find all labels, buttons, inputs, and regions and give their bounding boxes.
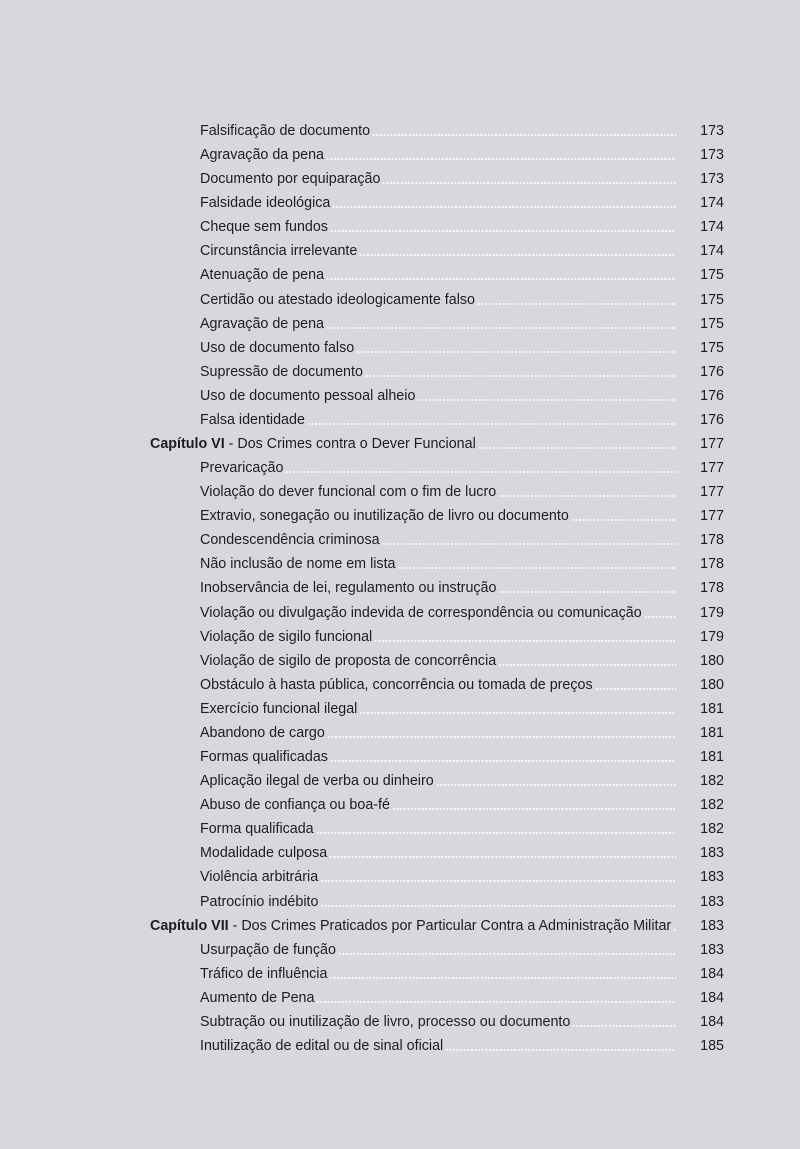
toc-entry-text: Falsidade ideológica [200, 195, 331, 212]
toc-page-number: 177 [700, 436, 724, 453]
toc-entry-title [150, 432, 676, 456]
toc-entry-label [200, 625, 374, 649]
toc-page-number: 180 [700, 676, 724, 693]
toc-entry-text: Prevaricação [200, 460, 284, 477]
toc-page-number: 180 [700, 652, 724, 669]
toc-entry-text: Violação do dever funcional com o fim de lucro [200, 484, 497, 501]
dot-leader [365, 375, 676, 377]
dot-leader [392, 808, 676, 810]
toc-entry-title [200, 143, 676, 167]
dot-leader [326, 158, 676, 160]
toc-entry-label [200, 143, 326, 167]
toc-entry-label [200, 793, 392, 817]
toc-entry[interactable] [0, 239, 800, 263]
toc-entry-title [200, 697, 676, 721]
toc-entry-text: Violação de sigilo funcional [200, 628, 373, 645]
toc-page-number: 176 [700, 363, 724, 380]
toc-entry-title [200, 239, 676, 263]
toc-entry-label [200, 119, 372, 143]
toc-entry-text: Formas qualificadas [200, 749, 328, 766]
toc-entry[interactable] [0, 673, 800, 697]
toc-entry[interactable] [0, 769, 800, 793]
dot-leader [498, 664, 676, 666]
toc-page-number: 182 [700, 773, 724, 790]
toc-entry-label [200, 336, 356, 360]
toc-page-number: 183 [700, 869, 724, 886]
toc-entry-text: Não inclusão de nome em lista [200, 556, 396, 573]
toc-entry-label [200, 215, 330, 239]
toc-entry-title [200, 456, 676, 480]
dot-leader [356, 351, 676, 353]
toc-entry-label [200, 576, 498, 600]
toc-entry-label [200, 167, 382, 191]
toc-entry-label [200, 962, 329, 986]
toc-entry-title [200, 745, 676, 769]
toc-entry-text: - Dos Crimes contra o Dever Funcional [224, 436, 476, 453]
dot-leader [316, 1001, 676, 1003]
toc-entry-title [200, 817, 676, 841]
toc-entry-label [200, 673, 595, 697]
toc-entry-title [200, 167, 676, 191]
toc-entry[interactable] [0, 721, 800, 745]
toc-entry[interactable] [0, 263, 800, 287]
dot-leader [644, 616, 676, 618]
toc-entry-title [200, 215, 676, 239]
dot-leader [359, 712, 676, 714]
toc-entry-text: Condescendência criminosa [200, 532, 380, 549]
toc-entry-title [200, 360, 676, 384]
dot-leader [382, 543, 676, 545]
toc-entry-text: Agravação de pena [200, 315, 325, 332]
toc-entry-title [200, 119, 676, 143]
toc-entry-title [200, 769, 676, 793]
toc-entry-text: Usurpação de função [200, 941, 336, 958]
toc-page-number: 177 [700, 460, 724, 477]
toc-page-number: 184 [700, 989, 724, 1006]
toc-entry[interactable] [0, 890, 800, 914]
toc-page-number: 179 [700, 628, 724, 645]
toc-page-number: 174 [700, 195, 724, 212]
toc-page-number: 175 [700, 291, 724, 308]
toc-entry-label [200, 865, 320, 889]
dot-leader [571, 519, 676, 521]
dot-leader [285, 471, 676, 473]
toc-entry-text: Tráfico de influência [200, 965, 328, 982]
toc-entry-title [200, 1034, 676, 1058]
toc-entry[interactable] [0, 841, 800, 865]
toc-entry-title [200, 408, 676, 432]
dot-leader [330, 230, 676, 232]
dot-leader [326, 327, 676, 329]
toc-entry-title [200, 552, 676, 576]
toc-entry[interactable] [0, 119, 800, 143]
chapter-number: Capítulo VII [150, 917, 229, 934]
toc-page-number: 178 [700, 556, 724, 573]
toc-entry-label [200, 263, 326, 287]
toc-page-number: 175 [700, 339, 724, 356]
toc-entry-label [200, 890, 320, 914]
toc-page-number: 182 [700, 797, 724, 814]
dot-leader [330, 760, 676, 762]
dot-leader [329, 856, 676, 858]
toc-entry-title [200, 312, 676, 336]
toc-entry-label [200, 288, 477, 312]
toc-entry-label [200, 239, 359, 263]
toc-entry[interactable] [0, 601, 800, 625]
toc-entry-text: Certidão ou atestado ideologicamente falso [200, 291, 475, 308]
dot-leader [398, 567, 677, 569]
dot-leader [477, 303, 676, 305]
toc-entry-text: Uso de documento falso [200, 339, 355, 356]
toc-entry-text: Inobservância de lei, regulamento ou instrução [200, 580, 497, 597]
toc-entry[interactable] [0, 817, 800, 841]
toc-entry[interactable] [0, 143, 800, 167]
toc-entry[interactable] [0, 191, 800, 215]
toc-entry-text: Obstáculo à hasta pública, concorrência ou tomada de preços [200, 676, 593, 693]
toc-entry-label [200, 408, 307, 432]
toc-entry[interactable] [0, 697, 800, 721]
dot-leader [327, 736, 676, 738]
toc-entry-label [200, 1010, 572, 1034]
toc-entry-text: Modalidade culposa [200, 845, 328, 862]
toc-entry-title [200, 288, 676, 312]
toc-entry-label [200, 552, 398, 576]
toc-entry-label [200, 721, 327, 745]
toc-entry-title [200, 938, 676, 962]
toc-entry[interactable] [0, 1034, 800, 1058]
toc-entry-title [200, 480, 676, 504]
toc-page-number: 175 [700, 315, 724, 332]
toc-entry-label [200, 480, 498, 504]
toc-entry[interactable] [0, 288, 800, 312]
table-of-contents [0, 119, 800, 1058]
toc-entry-label [200, 938, 338, 962]
toc-entry-label [200, 360, 365, 384]
dot-leader [498, 591, 676, 593]
toc-entry[interactable] [0, 528, 800, 552]
toc-entry-title [200, 962, 676, 986]
toc-entry-text: Falsa identidade [200, 411, 305, 428]
toc-entry-text: Circunstância irrelevante [200, 243, 358, 260]
toc-entry-title [200, 890, 676, 914]
dot-leader [436, 784, 676, 786]
toc-entry-text: Abandono de cargo [200, 724, 325, 741]
toc-entry-title [200, 841, 676, 865]
toc-entry[interactable] [0, 962, 800, 986]
dot-leader [595, 688, 676, 690]
toc-entry-label [200, 312, 326, 336]
toc-entry-label [200, 697, 359, 721]
dot-leader [498, 495, 676, 497]
toc-entry-title [200, 384, 676, 408]
toc-entry-title [200, 263, 676, 287]
toc-entry[interactable] [0, 480, 800, 504]
toc-entry-title [200, 336, 676, 360]
toc-entry-text: Aumento de Pena [200, 989, 315, 1006]
toc-entry-title [200, 528, 676, 552]
toc-entry-title [200, 625, 676, 649]
toc-page-number: 177 [700, 508, 724, 525]
toc-page-number: 183 [700, 941, 724, 958]
dot-leader [382, 182, 676, 184]
toc-entry[interactable] [0, 1010, 800, 1034]
toc-entry[interactable] [0, 384, 800, 408]
toc-page-number: 183 [700, 917, 724, 934]
toc-entry-label [200, 601, 644, 625]
toc-entry-label [200, 841, 329, 865]
toc-page-number: 179 [700, 604, 724, 621]
dot-leader [359, 254, 676, 256]
toc-entry-text: Aplicação ilegal de verba ou dinheiro [200, 773, 434, 790]
toc-entry-label [200, 986, 316, 1010]
dot-leader [417, 399, 676, 401]
toc-page-number: 174 [700, 219, 724, 236]
chapter-number: Capítulo VI [150, 436, 225, 453]
dot-leader [372, 134, 676, 136]
toc-entry-text: Extravio, sonegação ou inutilização de livro ou documento [200, 508, 569, 525]
toc-entry-title [200, 191, 676, 215]
toc-entry-label [200, 456, 285, 480]
dot-leader [374, 640, 676, 642]
toc-page-number: 173 [700, 123, 724, 139]
toc-entry-text: Exercício funcional ilegal [200, 700, 358, 717]
toc-page-number: 184 [700, 1013, 724, 1030]
toc-page-number: 183 [700, 893, 724, 910]
toc-page-number: 177 [700, 484, 724, 501]
toc-entry-text: Forma qualificada [200, 821, 314, 838]
toc-entry[interactable] [0, 456, 800, 480]
toc-entry[interactable] [0, 312, 800, 336]
toc-entry-title [200, 576, 676, 600]
toc-entry-text: Documento por equiparação [200, 171, 381, 188]
toc-page-number: 184 [700, 965, 724, 982]
toc-page-number: 185 [700, 1037, 724, 1054]
toc-entry-title [200, 793, 676, 817]
dot-leader [445, 1049, 676, 1051]
dot-leader [572, 1025, 676, 1027]
toc-page-number: 183 [700, 845, 724, 862]
toc-entry-label [200, 817, 316, 841]
toc-page-number: 176 [700, 387, 724, 404]
toc-page-number: 175 [700, 267, 724, 284]
dot-leader [673, 929, 676, 931]
toc-page-number: 181 [700, 749, 724, 766]
toc-entry-label [200, 384, 417, 408]
toc-page-number: 173 [700, 147, 724, 164]
toc-entry-text: - Dos Crimes Praticados por Particular Contra a Administração Militar [228, 917, 672, 934]
toc-chapter-entry[interactable] [0, 914, 800, 938]
toc-entry-label [150, 432, 478, 456]
toc-page-number: 174 [700, 243, 724, 260]
dot-leader [329, 977, 676, 979]
toc-entry[interactable] [0, 552, 800, 576]
toc-entry-label [200, 504, 571, 528]
dot-leader [307, 423, 676, 425]
toc-entry-title [200, 673, 676, 697]
toc-entry-title [200, 1010, 676, 1034]
toc-entry-title [200, 986, 676, 1010]
toc-entry-title [200, 865, 676, 889]
dot-leader [316, 832, 676, 834]
toc-entry-text: Supressão de documento [200, 363, 363, 380]
toc-entry-label [150, 914, 673, 938]
toc-entry[interactable] [0, 649, 800, 673]
toc-entry-text: Violação ou divulgação indevida de correspondência ou comunicação [200, 604, 642, 621]
toc-entry[interactable] [0, 793, 800, 817]
dot-leader [338, 953, 676, 955]
toc-entry[interactable] [0, 576, 800, 600]
toc-entry-label [200, 1034, 445, 1058]
toc-entry-text: Atenuação de pena [200, 267, 325, 284]
toc-entry-text: Patrocínio indébito [200, 893, 319, 910]
toc-entry[interactable] [0, 745, 800, 769]
toc-page-number: 178 [700, 580, 724, 597]
toc-entry-text: Violação de sigilo de proposta de concorrência [200, 652, 497, 669]
toc-entry[interactable] [0, 408, 800, 432]
toc-page-number: 181 [700, 724, 724, 741]
dot-leader [320, 880, 676, 882]
toc-entry-text: Violência arbitrária [200, 869, 319, 886]
toc-entry-title [200, 649, 676, 673]
toc-entry-text: Cheque sem fundos [200, 219, 328, 236]
toc-entry-label [200, 191, 332, 215]
toc-entry[interactable] [0, 938, 800, 962]
toc-entry-text: Agravação da pena [200, 147, 325, 164]
toc-entry[interactable] [0, 625, 800, 649]
toc-entry[interactable] [0, 504, 800, 528]
toc-entry-label [200, 528, 382, 552]
toc-entry-title [200, 504, 676, 528]
toc-entry-label [200, 769, 436, 793]
toc-page-number: 173 [700, 171, 724, 188]
toc-entry[interactable] [0, 986, 800, 1010]
dot-leader [326, 278, 676, 280]
toc-entry[interactable] [0, 167, 800, 191]
toc-chapter-entry[interactable] [0, 432, 800, 456]
toc-entry[interactable] [0, 360, 800, 384]
toc-entry-text: Abuso de confiança ou boa-fé [200, 797, 390, 814]
toc-entry-title [200, 601, 676, 625]
dot-leader [478, 447, 676, 449]
toc-entry[interactable] [0, 215, 800, 239]
toc-entry-label [200, 745, 330, 769]
toc-entry-title [150, 914, 676, 938]
toc-entry-text: Uso de documento pessoal alheio [200, 387, 416, 404]
toc-entry[interactable] [0, 336, 800, 360]
toc-entry-text: Subtração ou inutilização de livro, processo ou documento [200, 1013, 571, 1030]
toc-entry-label [200, 649, 498, 673]
toc-entry-text: Falsificação de documento [200, 123, 371, 139]
toc-page-number: 178 [700, 532, 724, 549]
dot-leader [332, 206, 676, 208]
toc-entry-title [200, 721, 676, 745]
toc-page-number: 182 [700, 821, 724, 838]
toc-page-number: 176 [700, 411, 724, 428]
toc-page-number: 181 [700, 700, 724, 717]
dot-leader [320, 905, 676, 907]
toc-entry[interactable] [0, 865, 800, 889]
toc-entry-text: Inutilização de edital ou de sinal oficial [200, 1037, 444, 1054]
